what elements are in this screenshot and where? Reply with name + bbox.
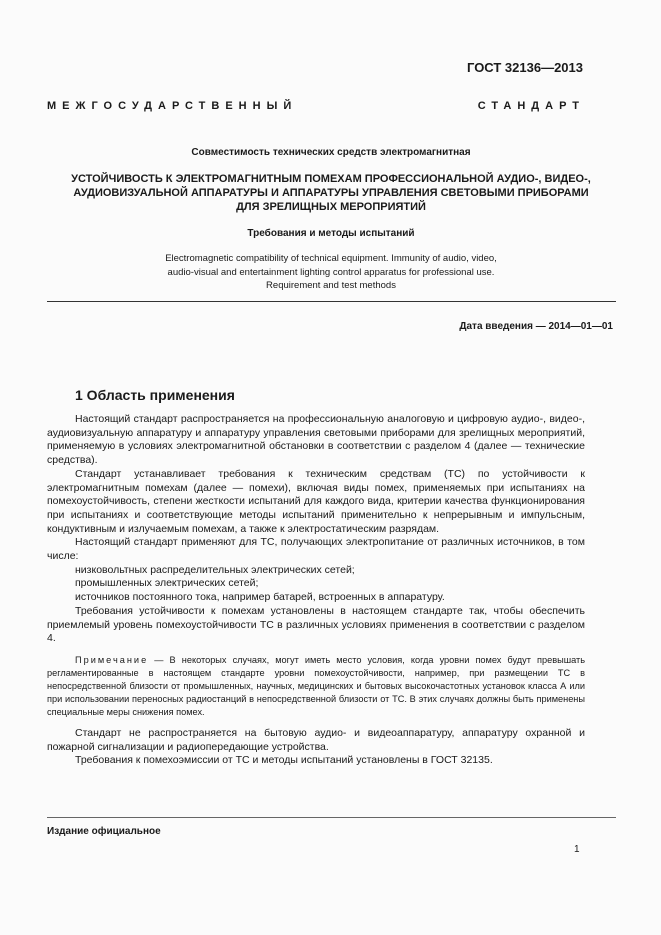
date-introduced: Дата введения — 2014—01—01 [459,321,613,332]
note-text: — В некоторых случаях, могут иметь место условия, когда уровни помех будут превышать регламентированные в настоящем стандарте уровни помехоустойчивости, например, при размещении ТС в непосредственной близости от промышленных, научных, медицинских и бытовых высокочастотных установок класса А или при использовании переносных радиостанций в непосредственной близости от ТС. В этих случаях должны быть применены специальные меры снижения помех. [47,654,585,717]
title-line: ДЛЯ ЗРЕЛИЩНЫХ МЕРОПРИЯТИЙ [236,201,426,213]
list-item: источников постоянного тока, например батарей, встроенных в аппаратуру. [75,591,445,604]
title-line: УСТОЙЧИВОСТЬ К ЭЛЕКТРОМАГНИТНЫМ ПОМЕХАМ ПРОФЕССИОНАЛЬНОЙ АУДИО-, ВИДЕО-, [71,173,591,185]
list-item: промышленных электрических сетей; [75,577,259,590]
english-line: audio-visual and entertainment lighting control apparatus for professional use. [167,266,495,278]
english-line: Electromagnetic compatibility of technical equipment. Immunity of audio, video, [165,253,497,264]
note [47,654,585,719]
paragraph: Требования устойчивости к помехам установлены в настоящем стандарте так, чтобы обеспечить приемлемый уровень помехоустойчивости ТС в различных условиях применения в соответствии с разделом 4. [47,604,585,645]
page-number: 1 [574,844,580,855]
section-heading: 1 Область применения [75,387,235,403]
note-label: Примечание [75,654,149,665]
paragraph: Стандарт не распространяется на бытовую аудио- и видеоаппаратуру, аппаратуру охранной и пожарной сигнализации и радиопередающие устройства. [47,726,585,753]
edition-label: Издание официальное [47,826,161,837]
document-number: ГОСТ 32136—2013 [467,60,583,75]
list-item: низковольтных распределительных электрических сетей; [75,563,355,576]
paragraph: Требования к помехоэмиссии от ТС и методы испытаний установлены в ГОСТ 32135. [75,754,493,767]
english-line: Requirement and test methods [266,280,396,291]
document-subtitle: Требования и методы испытаний [247,228,415,239]
body-text [47,413,585,768]
document-title [47,172,615,214]
paragraph: Настоящий стандарт распространяется на профессиональную аналоговую и цифровую аудио-, видео-, аудиовизуальную аппаратуру и аппаратуру управления световыми приборами для зрелищных мероприятий, применяемую в условиях электромагнитной обстановки в соответствии с разделом 4 (далее — технические средства). [47,413,585,467]
divider [47,301,616,302]
paragraph: Настоящий стандарт применяют для ТС, получающих электропитание от различных источников, в том числе: [47,536,585,563]
paragraph: Стандарт устанавливает требования к техническим средствам (ТС) по устойчивости к электромагнитным помехам (далее — помехи), включая виды помех, применяемых при испытаниях на помехоустойчивость, степени жесткости испытаний для каждого вида, критерии качества функционирования при испытаниях и соответствующие методы испытаний применительно к непрерывным и импульсным, кондуктивным и излучаемым помехам, а также к электростатическим разрядам. [47,467,585,535]
standard-kind: МЕЖГОСУДАРСТВЕННЫЙ СТАНДАРТ [47,100,585,112]
compat-heading: Совместимость технических средств электромагнитная [191,147,471,158]
footer-divider [47,817,616,818]
english-title [47,252,615,293]
title-line: АУДИОВИЗУАЛЬНОЙ АППАРАТУРЫ И АППАРАТУРЫ УПРАВЛЕНИЯ СВЕТОВЫМИ ПРИБОРАМИ [73,187,589,199]
